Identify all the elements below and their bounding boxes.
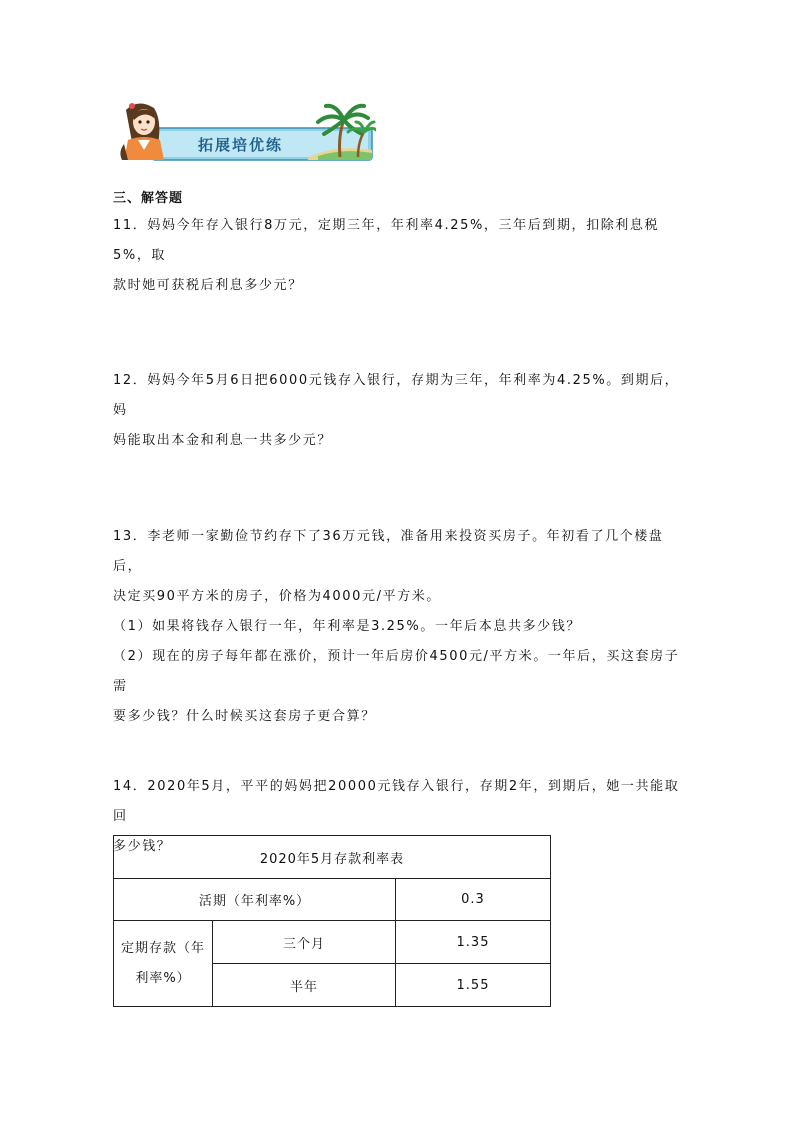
question-line: 11．妈妈今年存入银行8万元，定期三年，年利率4.25%，三年后到期，扣除利息税5%，取 — [113, 218, 660, 263]
current-deposit-rate: 0.3 — [396, 879, 551, 921]
question-line: 多少钱？ — [113, 839, 172, 854]
term-rate: 1.55 — [396, 964, 551, 1007]
table-title: 2020年5月存款利率表 — [114, 836, 551, 879]
fixed-deposit-label: 定期存款（年利率%） — [114, 921, 213, 1007]
section-title: 三、解答题 — [113, 191, 184, 206]
question-line: 14．2020年5月，平平的妈妈把20000元钱存入银行，存期2年，到期后，她一共能取回 — [113, 779, 680, 824]
question-11 — [113, 211, 683, 301]
question-line: 要多少钱？什么时候买这套房子更合算？ — [113, 709, 376, 724]
lesson-banner — [118, 100, 376, 166]
question-line: 决定买90平方米的房子，价格为4000元/平方米。 — [113, 589, 442, 604]
question-line: 款时她可获税后利息多少元？ — [113, 278, 303, 293]
banner-label: 拓展培优练 — [198, 136, 284, 154]
question-subpart-2: （2）现在的房子每年都在涨价，预计一年后房价4500元/平方米。一年后，买这套房子需 — [113, 649, 680, 694]
question-12 — [113, 366, 683, 456]
current-deposit-label: 活期（年利率%） — [114, 879, 396, 921]
question-line: 妈能取出本金和利息一共多少元？ — [113, 433, 333, 448]
question-line: 13．李老师一家勤俭节约存下了36万元钱，准备用来投资买房子。年初看了几个楼盘后， — [113, 529, 664, 574]
interest-rate-table — [113, 835, 551, 1007]
girl-illustration — [120, 103, 164, 160]
term-rate: 1.35 — [396, 921, 551, 964]
term-label: 三个月 — [213, 921, 396, 964]
question-subpart-1: （1）如果将钱存入银行一年，年利率是3.25%。一年后本息共多少钱？ — [113, 619, 581, 634]
question-13 — [113, 522, 683, 732]
term-label: 半年 — [213, 964, 396, 1007]
question-line: 12．妈妈今年5月6日把6000元钱存入银行，存期为三年，年利率为4.25%。到期后，妈 — [113, 373, 680, 418]
